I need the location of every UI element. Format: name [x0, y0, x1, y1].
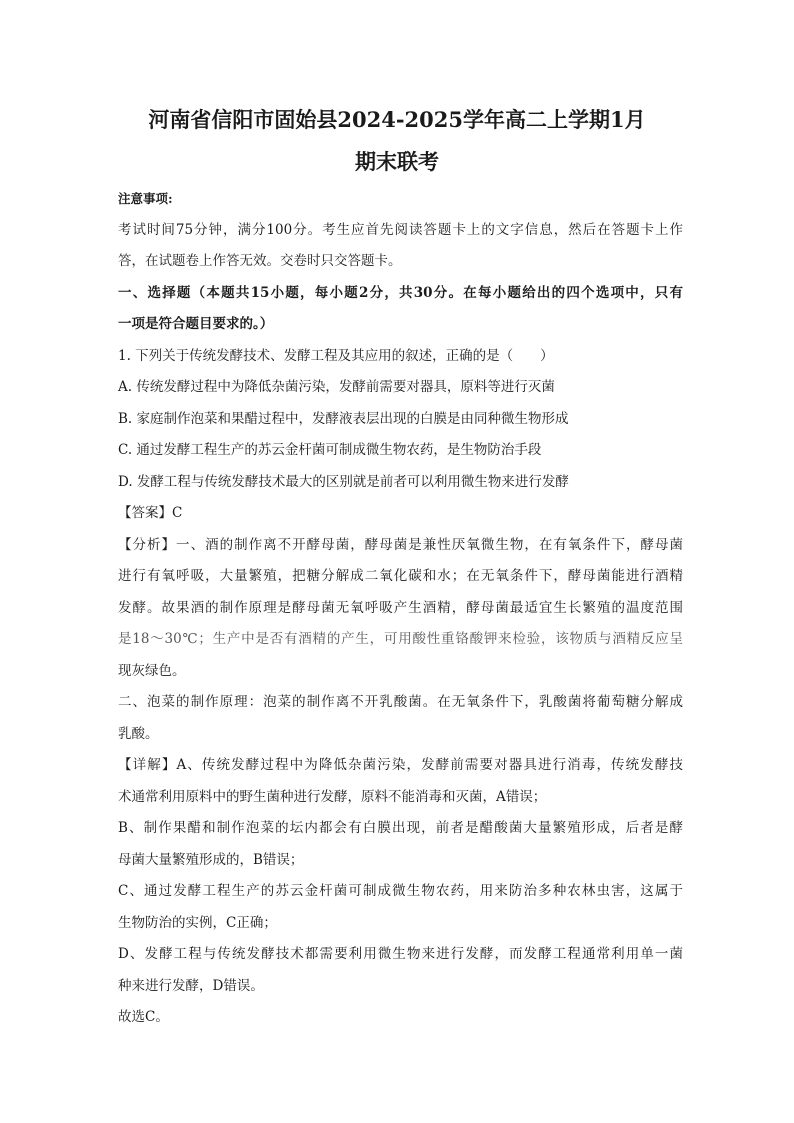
analysis-line: 现灰绿色。: [118, 662, 186, 679]
document-title-line1: 河南省信阳市固始县2024-2025学年高二上学期1月: [148, 107, 646, 132]
analysis-line: 二、泡菜的制作原理：泡菜的制作离不开乳酸菌。在无氧条件下，乳酸菌将葡萄糖分解成: [118, 694, 683, 710]
detail-line: 母菌大量繁殖形成的，B错误；: [118, 851, 304, 868]
analysis-line: 进行有氧呼吸，大量繁殖，把糖分解成二氧化碳和水；在无氧条件下，酵母菌能进行酒精: [118, 568, 683, 584]
section-heading: 一、选择题（本题共15小题，每小题2分，共30分。在每小题给出的四个选项中，只有: [118, 284, 683, 301]
detail-line: 术通常利用原料中的野生菌种进行发酵，原料不能消毒和灭菌，A错误；: [118, 788, 547, 805]
detail-line: 故选C。: [118, 1009, 169, 1025]
answer-line: 【答案】C: [118, 505, 183, 521]
analysis-line: 是18～30℃；生产中是否有酒精的产生，可用酸性重铬酸钾来检验，该物质与酒精反应呈: [118, 631, 683, 647]
question-option: B. 家庭制作泡菜和果醋过程中，发酵液表层出现的白膜是由同种微生物形成: [118, 410, 569, 427]
detail-line: C、通过发酵工程生产的苏云金杆菌可制成微生物农药，用来防治多种农林虫害，这属于: [118, 883, 683, 899]
document-body: [118, 183, 683, 1034]
notice-line: 答，在试题卷上作答无效。交卷时只交答题卡。: [118, 253, 402, 269]
question-option: C. 通过发酵工程生产的苏云金杆菌可制成微生物农药，是生物防治手段: [118, 442, 542, 458]
document-title-line2: 期末联考: [355, 149, 439, 174]
question-option: A. 传统发酵过程中为降低杂菌污染，发酵前需要对器具，原料等进行灭菌: [118, 379, 555, 395]
detail-line: 【详解】A、传统发酵过程中为降低杂菌污染，发酵前需要对器具进行消毒，传统发酵技: [118, 757, 683, 773]
question-option: D. 发酵工程与传统发酵技术最大的区别就是前者可以利用微生物来进行发酵: [118, 473, 569, 490]
analysis-line: 【分析】一、酒的制作离不开酵母菌，酵母菌是兼性厌氧微生物，在有氧条件下，酵母菌: [118, 536, 683, 553]
analysis-line: 乳酸。: [118, 725, 159, 742]
section-heading: 一项是符合题目要求的。）: [118, 316, 274, 332]
notice-line: 考试时间75分钟，满分100分。考生应首先阅读答题卡上的文字信息，然后在答题卡上作: [118, 221, 683, 238]
question-stem: 1. 下列关于传统发酵技术、发酵工程及其应用的叙述，正确的是（ ）: [118, 347, 554, 364]
detail-line: D、发酵工程与传统发酵技术都需要利用微生物来进行发酵，而发酵工程通常利用单一菌: [118, 946, 683, 962]
analysis-line: 发酵。故果酒的制作原理是酵母菌无氧呼吸产生酒精，酵母菌最适宜生长繁殖的温度范围: [118, 599, 683, 616]
notice-heading: 注意事项:: [118, 191, 173, 206]
detail-line: B、制作果醋和制作泡菜的坛内都会有白膜出现，前者是醋酸菌大量繁殖形成，后者是酵: [118, 820, 683, 836]
detail-line: 种来进行发酵，D错误。: [118, 977, 264, 994]
detail-line: 生物防治的实例，C正确；: [118, 914, 277, 931]
